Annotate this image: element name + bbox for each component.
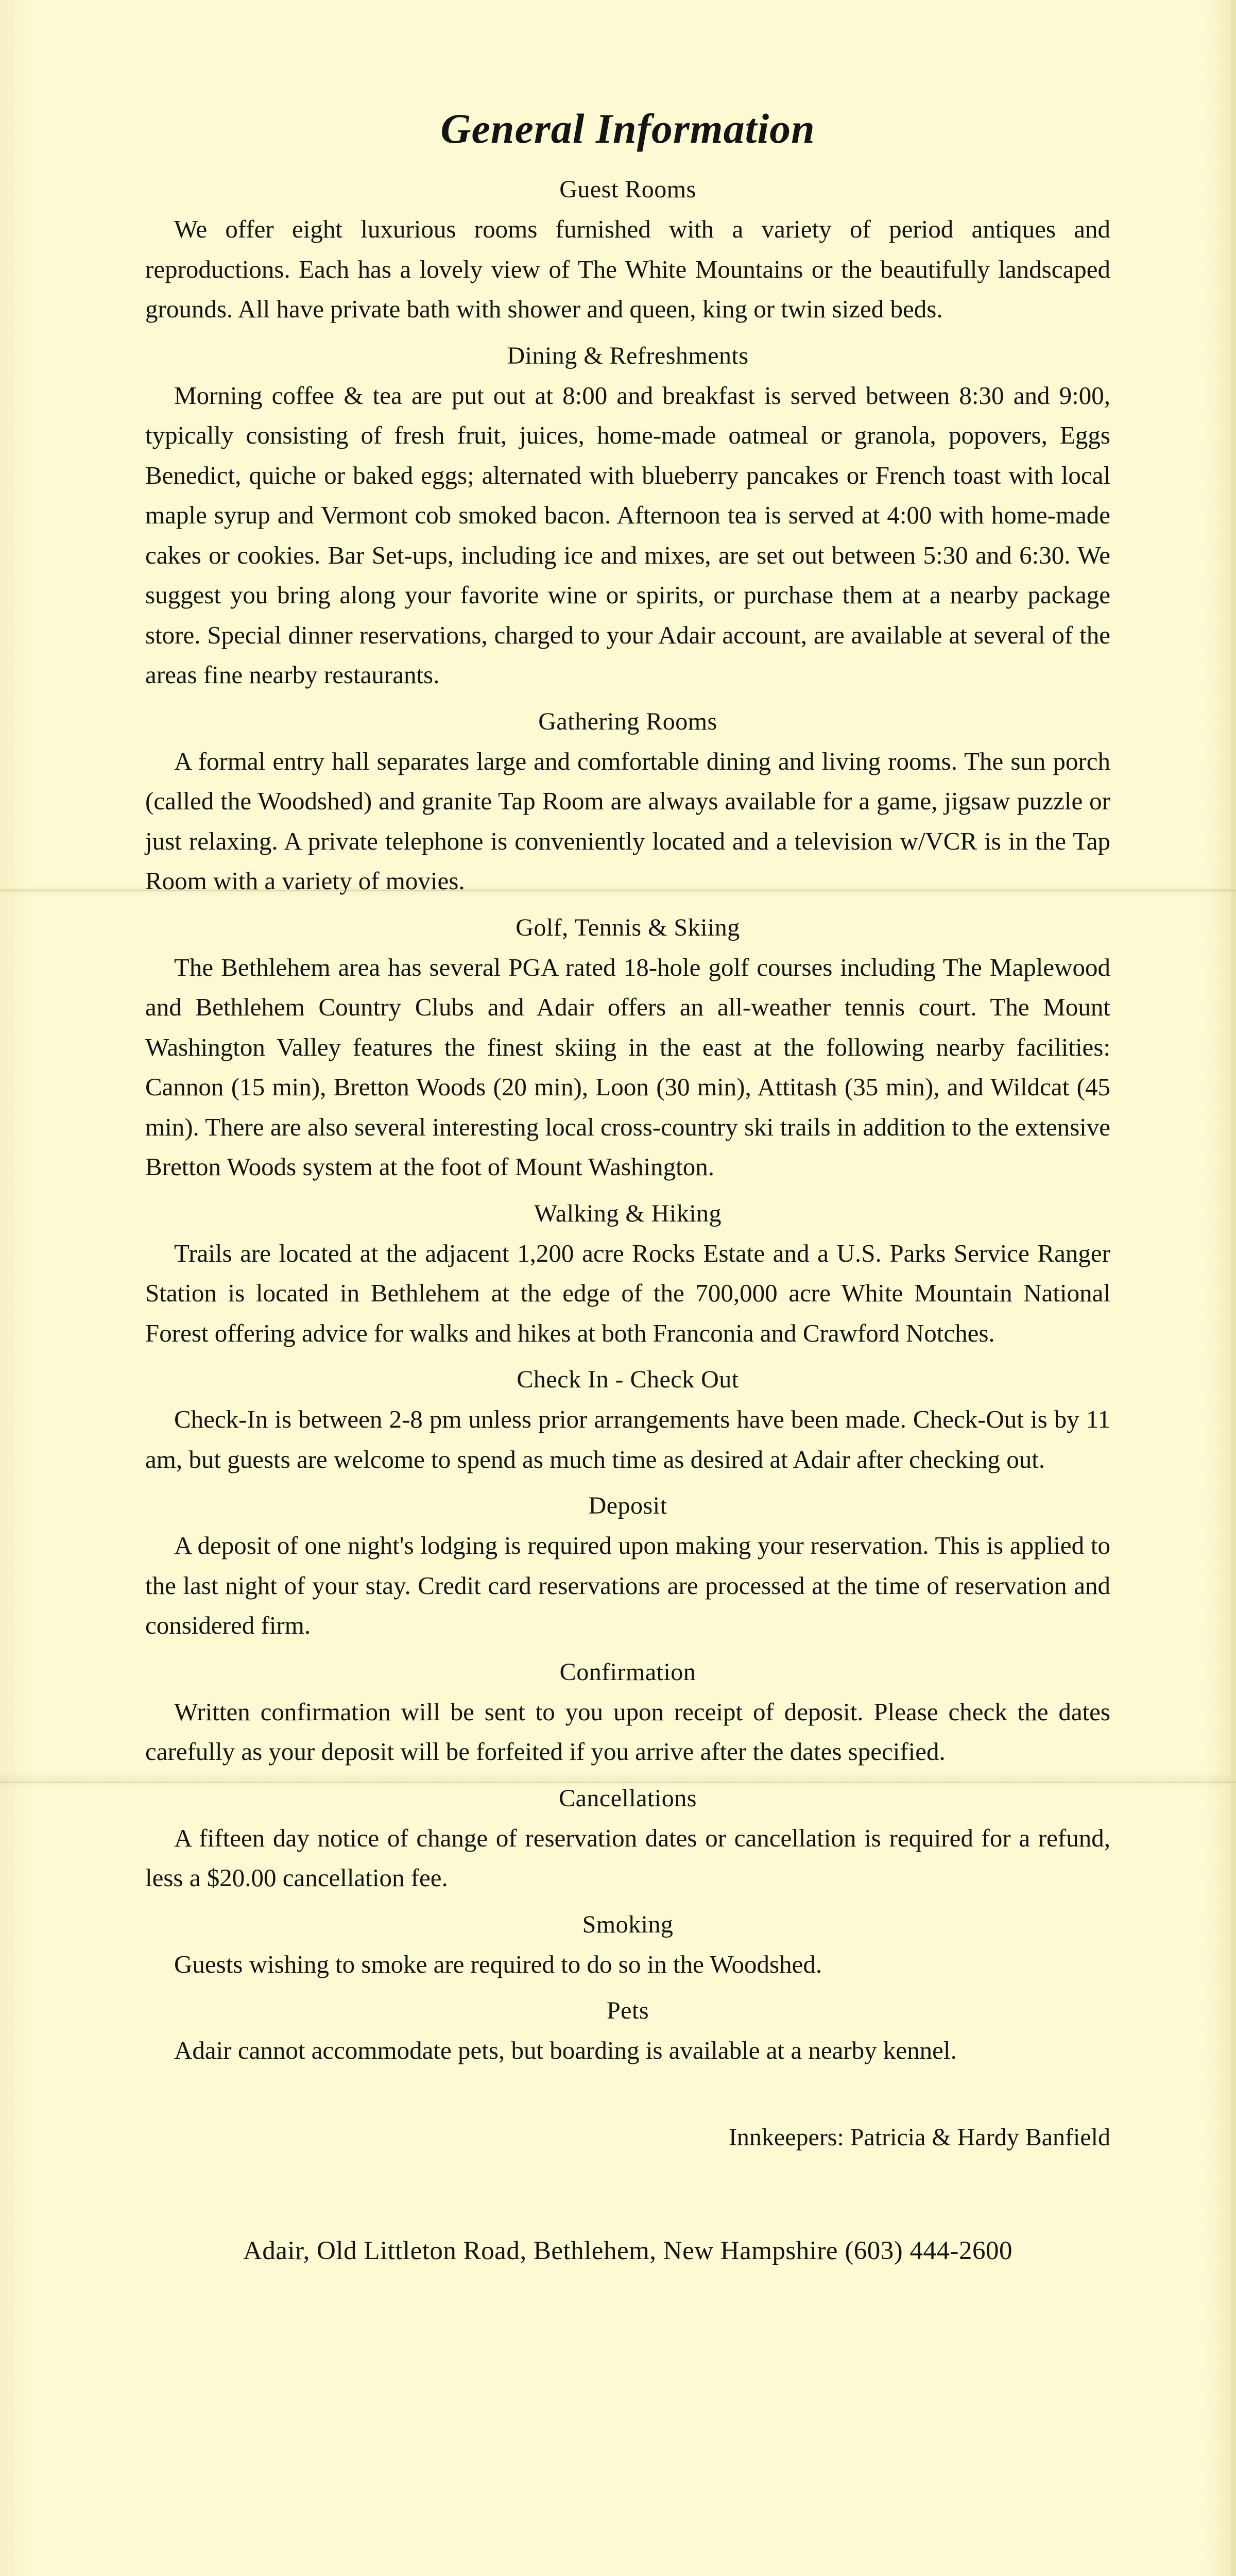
- section-heading: Walking & Hiking: [534, 1199, 722, 1227]
- section-walking-hiking: [145, 1194, 1110, 1353]
- section-heading: Confirmation: [559, 1658, 696, 1686]
- section-guest-rooms: [145, 170, 1110, 329]
- section-check-in-check-out: [145, 1360, 1110, 1479]
- section-heading: Pets: [606, 1997, 649, 2024]
- section-heading: Deposit: [588, 1492, 667, 1519]
- section-smoking: [145, 1905, 1110, 1985]
- section-body: A formal entry hall separates large and comfortable dining and living rooms. The sun porch (called the Woodshed) and granite Tap Room are always available for a game, jigsaw puzzle or just relaxing. A private telephone is conveniently located and a television w/VCR is in the Tap Room with a variety of movies.: [145, 747, 1110, 895]
- section-body: The Bethlehem area has several PGA rated 18-hole golf courses including The Maplewood and Bethlehem Country Clubs and Adair offers an all-weather tennis court. The Mount Washington Valley features the finest skiing in the east at the following nearby facilities: Cannon (15 min), Bretton Woods (20 min), Loon (30 min), Attitash (35 min), and Wildcat (45 min). There are also several interesting local cross-country ski trails in addition to the extensive Bretton Woods system at the foot of Mount Washington.: [145, 953, 1110, 1181]
- section-deposit: [145, 1486, 1110, 1646]
- section-dining-refreshments: [145, 336, 1110, 695]
- section-heading: Gathering Rooms: [538, 707, 717, 735]
- section-heading: Dining & Refreshments: [507, 342, 749, 369]
- section-body: Guests wishing to smoke are required to do so in the Woodshed.: [174, 1950, 822, 1978]
- section-confirmation: [145, 1653, 1110, 1772]
- section-body: Adair cannot accommodate pets, but boarding is available at a nearby kennel.: [174, 2036, 957, 2064]
- section-body: We offer eight luxurious rooms furnished with a variety of period antiques and reproductions. Each has a lovely view of The White Mountains or the beautifully landscaped grounds. All have private bath with shower and queen, king or twin sized beds.: [145, 215, 1110, 323]
- section-heading: Guest Rooms: [559, 176, 696, 203]
- section-pets: [145, 1991, 1110, 2071]
- section-heading: Cancellations: [559, 1784, 697, 1812]
- section-body: A deposit of one night's lodging is required upon making your reservation. This is applied to the last night of your stay. Credit card reservations are processed at the time of reservation and considered firm.: [145, 1531, 1110, 1639]
- section-body: A fifteen day notice of change of reservation dates or cancellation is required for a refund, less a $20.00 cancellation fee.: [145, 1823, 1110, 1892]
- section-cancellations: [145, 1779, 1110, 1898]
- section-heading: Check In - Check Out: [517, 1366, 739, 1393]
- section-body: Written confirmation will be sent to you upon receipt of deposit. Please check the dates carefully as your deposit will be forfeited if you arrive after the dates specified.: [145, 1697, 1110, 1766]
- footer-address: Adair, Old Littleton Road, Bethlehem, New Hampshire (603) 444-2600: [243, 2236, 1013, 2265]
- innkeepers-line: Innkeepers: Patricia & Hardy Banfield: [728, 2123, 1110, 2151]
- section-golf-tennis-skiing: [145, 908, 1110, 1187]
- section-body: Check-In is between 2-8 pm unless prior arrangements have been made. Check-Out is by 11 am, but guests are welcome to spend as much time as desired at Adair after checking out.: [145, 1405, 1110, 1473]
- section-heading: Golf, Tennis & Skiing: [516, 913, 740, 941]
- section-gathering-rooms: [145, 702, 1110, 901]
- page-title: General Information: [440, 105, 815, 152]
- section-heading: Smoking: [582, 1910, 674, 1938]
- page-content: [145, 98, 1110, 2272]
- section-body: Morning coffee & tea are put out at 8:00 and breakfast is served between 8:30 and 9:00, typically consisting of fresh fruit, juices, home-made oatmeal or granola, popovers, Eggs Benedict, quiche or baked eggs; alternated with blueberry pancakes or French toast with local maple syrup and Vermont cob smoked bacon. Afternoon tea is served at 4:00 with home-made cakes or cookies. Bar Set-ups, including ice and mixes, are set out between 5:30 and 6:30. We suggest you bring along your favorite wine or spirits, or purchase them at a nearby package store. Special dinner reservations, charged to your Adair account, are available at several of the areas fine nearby restaurants.: [145, 381, 1110, 689]
- section-body: Trails are located at the adjacent 1,200 acre Rocks Estate and a U.S. Parks Service Ranger Station is located in Bethlehem at the edge of the 700,000 acre White Mountain National Forest offering advice for walks and hikes at both Franconia and Crawford Notches.: [145, 1239, 1110, 1347]
